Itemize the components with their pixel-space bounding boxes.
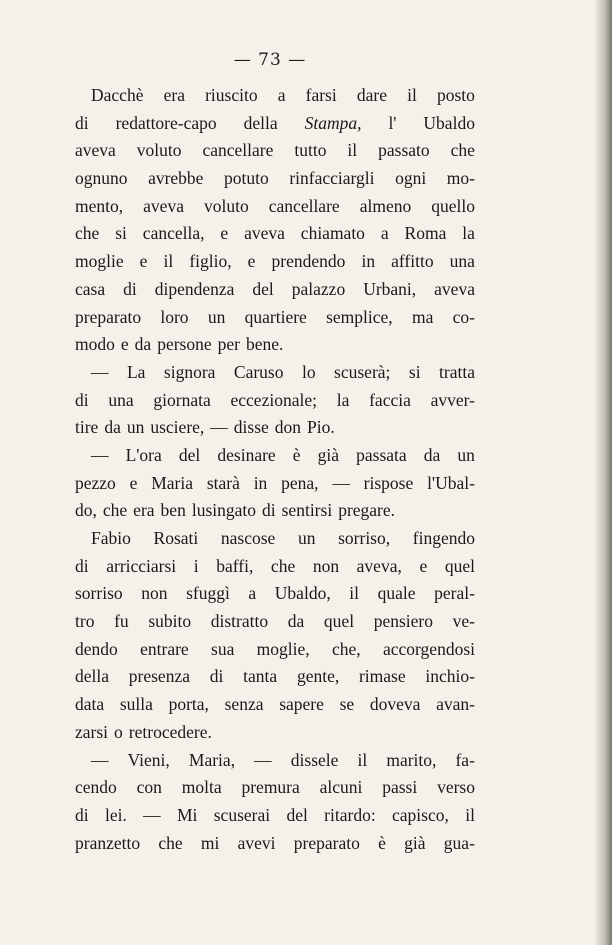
word: tire [75, 417, 99, 438]
word: avrebbe [148, 168, 204, 189]
word: presenza [128, 666, 190, 687]
text-line [75, 442, 475, 470]
word: Roma [404, 223, 447, 244]
word: nascose [220, 528, 276, 548]
word: tutto [294, 140, 327, 161]
word: casa [75, 278, 106, 299]
word: se [339, 694, 355, 715]
word: di [75, 112, 89, 133]
word: fingendo [412, 528, 475, 548]
word: chiamato [300, 223, 365, 244]
text-line [75, 747, 475, 775]
word: di [262, 500, 276, 521]
word: — [91, 749, 109, 770]
word: farsi [305, 85, 337, 105]
word: verso [437, 777, 475, 798]
word: i [193, 555, 199, 576]
word: passi [382, 777, 418, 798]
word: rinfacciargli [289, 168, 375, 189]
word: Stampa, [304, 112, 362, 133]
word: starà [206, 472, 240, 493]
text-line [75, 525, 475, 553]
word: della [75, 666, 110, 687]
word: peral- [434, 583, 475, 604]
word: avver- [430, 389, 475, 410]
word: — [254, 749, 272, 770]
word: per [217, 334, 240, 355]
word: già [404, 832, 426, 853]
word: subito [148, 611, 192, 632]
word: che [270, 555, 296, 576]
word: Ubaldo [423, 112, 475, 133]
word: affitto [391, 251, 434, 272]
word: capisco, [392, 804, 449, 825]
word: a [380, 223, 389, 244]
text-line [75, 691, 475, 719]
word: da [104, 417, 121, 438]
word: pranzetto [75, 832, 141, 853]
word: un [457, 444, 475, 465]
word: aveva [244, 223, 285, 244]
word: data [75, 694, 105, 715]
word: il [347, 140, 358, 161]
word: con [136, 777, 162, 798]
page-edge-shadow [594, 0, 612, 945]
word: ma [411, 306, 434, 327]
word: fa- [455, 749, 475, 770]
body-text [75, 82, 475, 857]
word: almeno [359, 195, 412, 216]
word: che [75, 223, 100, 244]
word: sentirsi [281, 500, 333, 521]
word: desinare [217, 444, 276, 465]
word: pensiero [373, 611, 433, 632]
word: una [449, 251, 475, 272]
word: L'ora [125, 444, 162, 465]
word: dare [356, 85, 387, 105]
word: già [317, 444, 340, 465]
word: cendo [75, 777, 117, 798]
text-line [75, 165, 475, 193]
word: di [75, 555, 89, 576]
word: il [163, 251, 174, 272]
word: era [163, 85, 185, 105]
word: scuserai [213, 804, 271, 825]
text-line [75, 414, 475, 442]
word: del [178, 444, 201, 465]
word: una [108, 389, 134, 410]
word: che [158, 832, 183, 853]
word: aveva [434, 278, 475, 299]
word: Ubaldo, [274, 583, 331, 604]
word: dendo [75, 638, 118, 659]
word: sapere [279, 694, 324, 715]
word: accorgendosi [382, 638, 475, 659]
word: tratta [439, 361, 475, 382]
word: ogni [395, 168, 427, 189]
word: sua [211, 638, 235, 659]
text-line [75, 137, 475, 165]
word: rispose [363, 472, 414, 493]
word: ognuno [75, 168, 128, 189]
word: — [91, 444, 109, 465]
word: è [292, 444, 301, 465]
word: entrare [140, 638, 189, 659]
word: cancellare [268, 195, 340, 216]
word: l' [388, 112, 397, 133]
word: potuto [224, 168, 269, 189]
text-line [75, 470, 475, 498]
word: quartiere [244, 306, 307, 327]
text-line [75, 304, 475, 332]
word: aveva [75, 140, 116, 161]
word: mi [200, 832, 220, 853]
word: do, [75, 500, 97, 521]
word: quel [444, 555, 475, 576]
word: faccia [369, 389, 411, 410]
word: zarsi [75, 721, 109, 742]
word: Maria [151, 472, 194, 493]
word: sulla [119, 694, 153, 715]
word: co- [452, 306, 475, 327]
word: passato [378, 140, 430, 161]
word: bene. [245, 334, 284, 355]
word: di [209, 666, 224, 687]
word: La [126, 361, 146, 382]
word: della [243, 112, 278, 133]
word: che [450, 140, 475, 161]
word: arricciarsi [106, 555, 177, 576]
word: ben [160, 500, 186, 521]
word: pena, [281, 472, 319, 493]
text-line [75, 220, 475, 248]
word: un [297, 528, 316, 548]
word: che, [331, 638, 361, 659]
word: di [75, 389, 89, 410]
word: avevi [237, 832, 276, 853]
word: sfuggì [186, 583, 230, 604]
word: — [143, 804, 161, 825]
word: palazzo [291, 278, 346, 299]
text-line [75, 110, 475, 138]
text-line [75, 830, 475, 858]
text-line [75, 248, 475, 276]
word: Maria, [188, 749, 236, 770]
word: loro [160, 306, 189, 327]
word: Urbani, [363, 278, 417, 299]
word: eccezionale; [230, 389, 317, 410]
word: e [129, 472, 138, 493]
word: — [332, 472, 350, 493]
word: aveva [143, 195, 184, 216]
word: quale [377, 583, 416, 604]
text-line [75, 387, 475, 415]
word: Vieni, [127, 749, 170, 770]
word: moglie [75, 251, 124, 272]
word: disse [233, 417, 269, 438]
word: voluto [136, 140, 182, 161]
word: si [115, 223, 127, 244]
text-line [75, 82, 475, 110]
word: prendendo [271, 251, 346, 272]
word: e [220, 223, 229, 244]
word: alcuni [319, 777, 363, 798]
word: voluto [204, 195, 249, 216]
word: dissele [290, 749, 339, 770]
word: Mi [176, 804, 198, 825]
word: a [248, 583, 257, 604]
text-line [75, 359, 475, 387]
word: marito, [386, 749, 437, 770]
text-line [75, 636, 475, 664]
word: don [274, 417, 302, 438]
word: del [252, 278, 274, 299]
word: inchio- [425, 666, 475, 687]
word: la [462, 223, 475, 244]
word: semplice, [326, 306, 393, 327]
word: baffi, [216, 555, 254, 576]
word: gua- [443, 832, 475, 853]
word: dipendenza [154, 278, 235, 299]
text-line [75, 553, 475, 581]
word: o [114, 721, 123, 742]
word: passata [356, 444, 407, 465]
word: preparato [293, 832, 360, 853]
text-line [75, 331, 475, 359]
word: il [407, 85, 417, 105]
word: ritardo: [324, 804, 376, 825]
word: e [247, 251, 256, 272]
word: di [75, 804, 89, 825]
word: redattore-capo [115, 112, 217, 133]
text-line [75, 608, 475, 636]
word: gente, [296, 666, 340, 687]
text-line [75, 663, 475, 691]
word: aveva, [356, 555, 402, 576]
word: pezzo [75, 472, 116, 493]
word: Caruso [233, 361, 284, 382]
word: figlio, [189, 251, 232, 272]
text-line [75, 193, 475, 221]
word: da [134, 334, 152, 355]
word: in [253, 472, 268, 493]
word: persone [157, 334, 212, 355]
word: sorriso, [338, 528, 391, 548]
word: pregare. [338, 500, 396, 521]
word: lei. [104, 804, 127, 825]
word: sorriso [75, 583, 123, 604]
word: modo [75, 334, 115, 355]
word: cancella, [142, 223, 205, 244]
word: fu [114, 611, 129, 632]
word: mo- [446, 168, 475, 189]
word: porta, [168, 694, 209, 715]
word: molta [181, 777, 222, 798]
word: riuscito [205, 85, 258, 105]
word: scuserà; [334, 361, 391, 382]
word: di [123, 278, 137, 299]
text-line [75, 802, 475, 830]
word: un [126, 417, 145, 438]
text-line [75, 497, 475, 525]
word: Dacchè [91, 85, 144, 105]
word: si [408, 361, 421, 382]
word: quel [323, 611, 355, 632]
word: lusingato [191, 500, 256, 521]
word: è [378, 832, 386, 853]
word: la [336, 389, 350, 410]
word: il [465, 804, 475, 825]
word: lo [301, 361, 316, 382]
text-line [75, 580, 475, 608]
word: e [419, 555, 428, 576]
word: doveva [369, 694, 421, 715]
word: tro [75, 611, 95, 632]
word: Fabio [91, 528, 131, 548]
word: l'Ubal- [427, 472, 475, 493]
word: non [141, 583, 168, 604]
word: a [277, 85, 286, 105]
word: avan- [436, 694, 475, 715]
word: — [210, 417, 228, 438]
text-line [75, 774, 475, 802]
word: non [312, 555, 340, 576]
text-line [75, 276, 475, 304]
word: quello [431, 195, 475, 216]
word: tanta [243, 666, 278, 687]
word: del [286, 804, 308, 825]
word: signora [163, 361, 216, 382]
word: da [287, 611, 305, 632]
word: moglie, [256, 638, 310, 659]
word: e [120, 334, 129, 355]
word: giornata [153, 389, 211, 410]
word: cancellare [202, 140, 274, 161]
word: un [207, 306, 226, 327]
word: posto [436, 85, 475, 105]
word: premura [241, 777, 300, 798]
word: era [133, 500, 155, 521]
word: usciere, [150, 417, 205, 438]
word: da [423, 444, 441, 465]
word: e [139, 251, 148, 272]
word: retrocedere. [128, 721, 212, 742]
page-number: — 73 — [233, 50, 307, 70]
word: distratto [210, 611, 269, 632]
word: il [349, 583, 360, 604]
word: senza [224, 694, 264, 715]
word: il [357, 749, 368, 770]
word: — [91, 361, 109, 382]
word: ve- [452, 611, 475, 632]
word: rimase [358, 666, 406, 687]
text-line [75, 719, 475, 747]
word: Rosati [153, 528, 199, 548]
word: Pio. [307, 417, 335, 438]
word: preparato [75, 306, 142, 327]
word: mento, [75, 195, 124, 216]
word: in [361, 251, 376, 272]
word: che [102, 500, 128, 521]
